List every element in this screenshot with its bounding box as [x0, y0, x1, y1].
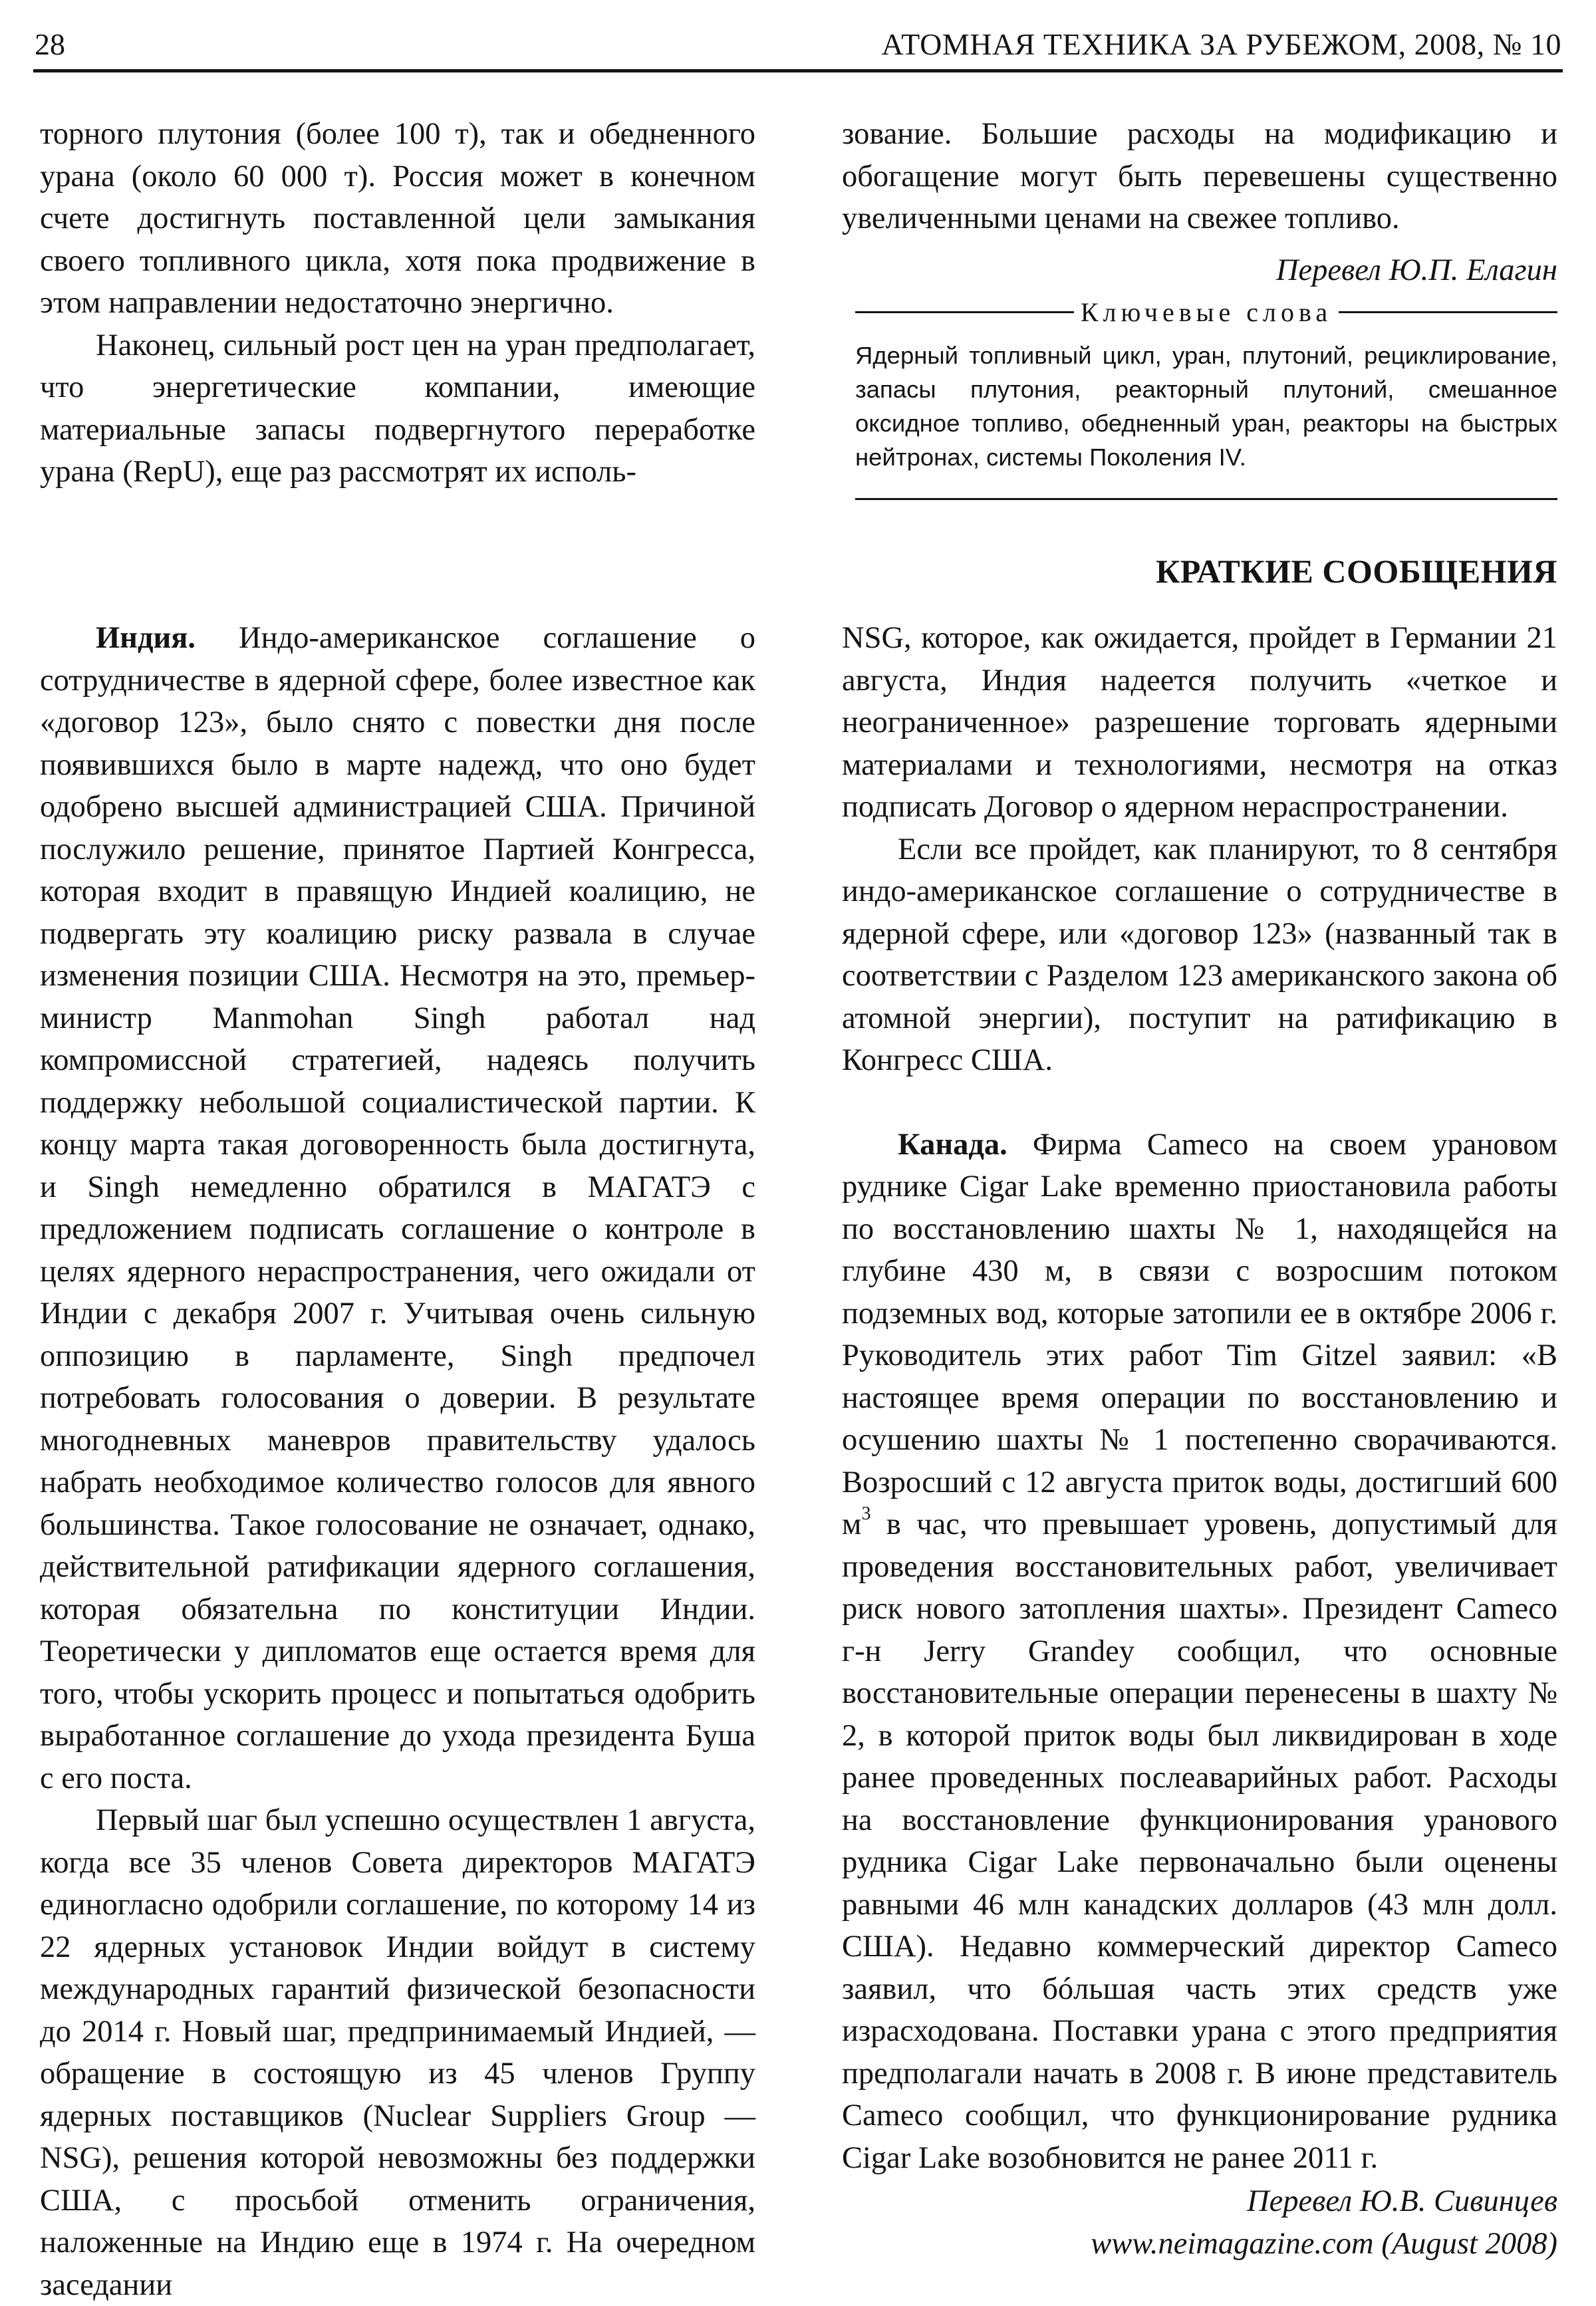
paragraph: зование. Большие расходы на модификацию и обогащение могут быть перевешены существенно увеличенными ценами на свежее топливо.	[842, 117, 1557, 235]
article-end-left-column	[40, 113, 755, 493]
divider	[855, 311, 1074, 313]
divider	[1339, 311, 1557, 313]
paragraph: торного плутония (более 100 т), так и обедненного урана (около 60 000 т). Россия может в конечном счете достигнуть поставленной цели замыкания своего топливного цикла, хотя пока продвижение в этом направлении недостаточно энергично.	[40, 117, 755, 320]
keywords-block	[855, 297, 1557, 500]
india-lead: Индия.	[96, 621, 196, 655]
canada-lead: Канада.	[898, 1127, 1007, 1162]
journal-title: АТОМНАЯ ТЕХНИКА ЗА РУБЕЖОМ, 2008, № 10	[881, 27, 1561, 61]
paragraph: Наконец, сильный рост цен на уран предполагает, что энергетические компании, имеющие материальные запасы подвергнутого переработке урана (RepU), еще раз рассмотрят их исполь-	[40, 328, 755, 489]
india-paragraph-3: NSG, которое, как ожидается, пройдет в Германии 21 августа, Индия надеется получить «четкое и неограниченное» разрешение торговать ядерными материалами и технологиями, несмотря на отказ подписать Договор о ядерном нераспространении.	[842, 621, 1557, 824]
india-paragraph-2: Первый шаг был успешно осуществлен 1 августа, когда все 35 членов Совета директоров МАГАТЭ единогласно одобрили соглашение, по которому 14 из 22 ядерных установок Индии войдут в систему международных гарантий физической безопасности до 2014 г. Новый шаг, предпринимаемый Индией, — обращение в состоящую из 45 членов Группу ядерных поставщиков (Nuclear Suppliers Group — NSG), решения которой невозможны без поддержки США, с просьбой отменить ограничения, наложенные на Индию еще в 1974 г. На очередном заседании	[40, 1803, 755, 2302]
keywords-title: Ключевые слова	[1080, 297, 1333, 327]
divider	[855, 498, 1557, 500]
article-end-right-column	[842, 113, 1557, 291]
keywords-header	[855, 297, 1557, 328]
translator-credit: Перевел Ю.П. Елагин	[1275, 253, 1557, 287]
keywords-text: Ядерный топливный цикл, уран, плутоний, рециклирование, запасы плутония, реакторный плутоний, смешанное оксидное топливо, обедненный уран, реакторы на быстрых нейтронах, системы Поколения IV.	[855, 342, 1557, 471]
india-paragraph: Индия. Индо-американское соглашение о сотрудничестве в ядерной сфере, более известное как «договор 123», было снято с повестки дня после появившихся было в марте надежд, что оно будет одобрено высшей администрацией США. Причиной послужило решение, принятое Партией Конгресса, которая входит в правящую Индией коалицию, не подвергать эту коалицию риску развала в случае изменения позиции США. Несмотря на это, премьер-министр Manmohan Singh работал над компромиссной стратегией, надеясь получить поддержку небольшой социалистической партии. К концу марта такая договоренность была достигнута, и Singh немедленно обратился в МАГАТЭ с предложением подписать соглашение о контроле в целях ядерного нераспространения, чего ожидали от Индии с декабря 2007 г. Учитывая очень сильную оппозицию в парламенте, Singh предпочел потребовать голосования о доверии. В результате многодневных маневров правительству удалось набрать необходимое количество голосов для явного большинства. Такое голосование не означает, однако, действительной ратификации ядерного соглашения, которая обязательна по конституции Индии. Теоретически у дипломатов еще остается время для того, чтобы ускорить процесс и попытаться одобрить выработанное соглашение до ухода президента Буша с его поста.	[40, 621, 755, 1795]
news-left-column	[40, 617, 755, 2306]
news-right-column	[842, 617, 1557, 2265]
page-number: 28	[35, 27, 65, 61]
translator-credit-2: Перевел Ю.В. Сивинцев	[1247, 2184, 1557, 2218]
source-link: www.neimagazine.com (August 2008)	[1091, 2226, 1557, 2261]
india-paragraph-4: Если все пройдет, как планируют, то 8 сентября индо-американское соглашение о сотрудничестве в ядерной сфере, или «договор 123» (названный так в соответствии с Разделом 123 американского закона об атомной энергии), поступит на ратификацию в Конгресс США.	[842, 832, 1557, 1077]
canada-paragraph: Канада. Фирма Cameco на своем урановом руднике Cigar Lake временно приостановила работы по восстановлению шахты № 1, находящейся на глубине 430 м, в связи с возросшим потоком подземных вод, которые затопили ее в октябре 2006 г. Руководитель этих работ Tim Gitzel заявил: «В настоящее время операции по восстановлению и осушению шахты № 1 постепенно сворачиваются. Возросший с 12 августа приток воды, достигший 600 $м^3$ в час, что превышает уровень, допустимый для проведения восстановительных работ, увеличивает риск нового затопления шахты». Президент Cameco г-н Jerry Grandey сообщил, что основные восстановительные операции перенесены в шахту № 2, в которой приток воды был ликвидирован в ходе ранее проведенных послеаварийных работ. Расходы на восстановление функционирования уранового рудника Cigar Lake первоначально были оценены равными 46 млн канадских долларов (43 млн долл. США). Недавно коммерческий директор Cameco заявил, что бóльшая часть этих средств уже израсходована. Поставки урана с этого предприятия предполагали начать в 2008 г. В июне представитель Cameco сообщил, что функционирование рудника Cigar Lake возобновится не ранее 2011 г.	[842, 1127, 1557, 2175]
section-title: КРАТКИЕ СООБЩЕНИЯ	[1155, 553, 1557, 590]
page-header	[33, 23, 1563, 72]
